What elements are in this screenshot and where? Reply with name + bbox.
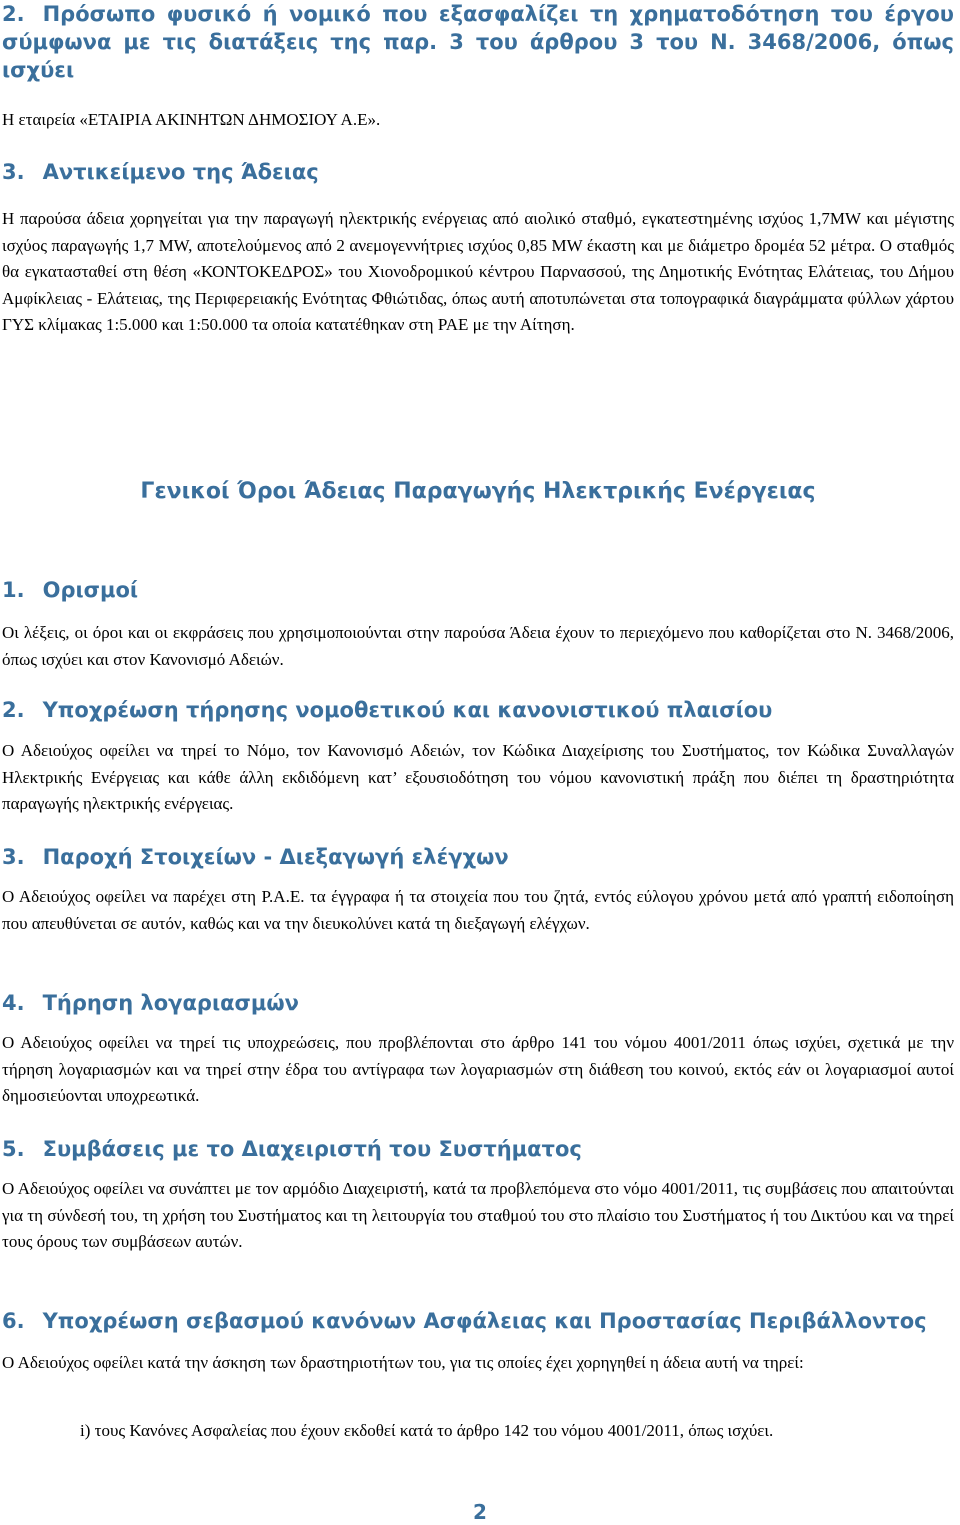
- section-6-number: 6.: [2, 1309, 25, 1333]
- section-6-text: Ο Αδειούχος οφείλει κατά την άσκηση των δραστηριοτήτων του, για τις οποίες έχει χορηγηθεί η άδεια αυτή να τηρεί:: [2, 1353, 804, 1372]
- section-5-heading-text: Συμβάσεις με το Διαχειριστή του Συστήματος: [42, 1137, 582, 1161]
- section-5-text: Ο Αδειούχος οφείλει να συνάπτει με τον αρμόδιο Διαχειριστή, κατά τα προβλεπόμενα στο νόμο 4001/2011, τις συμβάσεις που απαιτούνται για τη σύνδεσή του, τη χρήση του Συστήματος και τη λειτουργία του σταθμού του στο πλαίσιο του Συστήματος ή του Δικτύου και να τηρεί τους όρους των συμβάσεων αυτών.: [2, 1179, 954, 1251]
- section-5-heading: [2, 1135, 954, 1163]
- section-4-heading: [2, 989, 954, 1017]
- item2-heading: [2, 0, 954, 84]
- section-1-text: Οι λέξεις, οι όροι και οι εκφράσεις που χρησιμοποιούνται στην παρούσα Άδεια έχουν το περιεχόμενο που καθορίζεται στο Ν. 3468/2006, όπως ισχύει και στον Κανονισμό Αδειών.: [2, 623, 954, 669]
- item2-text-block: [2, 107, 954, 134]
- item2-block: [2, 0, 954, 84]
- item2-number: 2.: [2, 2, 25, 26]
- section-3-text: Ο Αδειούχος οφείλει να παρέχει στη Ρ.Α.Ε. τα έγγραφα ή τα στοιχεία που του ζητά, εντός εύλογου χρόνου μετά από γραπτή ειδοποίηση που απευθύνεται σε αυτόν, καθώς και να την διευκολύνει κατά τη διεξαγωγή ελέγχων.: [2, 887, 954, 933]
- section-1-heading-text: Ορισμοί: [42, 578, 139, 602]
- section-5-number: 5.: [2, 1137, 25, 1161]
- item3-heading: [2, 158, 954, 186]
- item3-heading-text: Αντικείμενο της Άδειας: [42, 160, 319, 184]
- section-3: [2, 843, 954, 871]
- section-2-heading: [2, 696, 954, 724]
- section-2-heading-text: Υποχρέωση τήρησης νομοθετικού και κανονιστικού πλαισίου: [42, 698, 773, 722]
- section-4-number: 4.: [2, 991, 25, 1015]
- section-5-body: [2, 1176, 954, 1256]
- list-item-text: i) τους Κανόνες Ασφαλείας που έχουν εκδοθεί κατά το άρθρο 142 του νόμου 4001/2011, όπως ισχύει.: [80, 1421, 774, 1440]
- section-4-body: [2, 1030, 954, 1110]
- section-1-number: 1.: [2, 578, 25, 602]
- section-2: [2, 696, 954, 724]
- section-5: [2, 1135, 954, 1163]
- section-2-text: Ο Αδειούχος οφείλει να τηρεί το Νόμο, τον Κανονισμό Αδειών, τον Κώδικα Διαχείρισης του Συστήματος, τον Κώδικα Συναλλαγών Ηλεκτρικής Ενέργειας και κάθε άλλη εκδιδόμενη κατ’ εξουσιοδότηση του νόμου κανονιστική πράξη που διέπει τη δραστηριότητα παραγωγής ηλεκτρικής ενέργειας.: [2, 741, 954, 813]
- section-4: [2, 989, 954, 1017]
- section-1-heading: [2, 576, 954, 604]
- section-6-body: [2, 1350, 954, 1377]
- list-item: [80, 1418, 954, 1445]
- item2-heading-text: Πρόσωπο φυσικό ή νομικό που εξασφαλίζει τη χρηματοδότηση του έργου σύμφωνα με τις διατάξεις της παρ. 3 του άρθρου 3 του Ν. 3468/2006, όπως ισχύει: [2, 2, 954, 82]
- section-1: [2, 576, 954, 604]
- section-6: [2, 1307, 954, 1335]
- section-2-number: 2.: [2, 698, 25, 722]
- section-6-heading: [2, 1307, 954, 1335]
- item3-number: 3.: [2, 160, 25, 184]
- item3-text-block: [2, 206, 954, 339]
- section-4-text: Ο Αδειούχος οφείλει να τηρεί τις υποχρεώσεις, που προβλέπονται στο άρθρο 141 του νόμου 4001/2011 όπως ισχύει, σχετικά με την τήρηση λογαριασμών και να τηρεί στην έδρα του αντίγραφα των λογαριασμών στη διάθεση του κοινού, εκτός εάν οι λογαριασμοί αυτοί δημοσιεύονται υποχρεωτικά.: [2, 1033, 954, 1105]
- item3-text: Η παρούσα άδεια χορηγείται για την παραγωγή ηλεκτρικής ενέργειας από αιολικό σταθμό, εγκατεστημένης ισχύος 1,7MW και μέγιστης ισχύος παραγωγής 1,7 MW, αποτελούμενος από 2 ανεμογεννήτριες ισχύος 0,85 MW έκαστη και με διάμετρο δρομέα 52 μέτρα. Ο σταθμός θα εγκατασταθεί στη θέση «ΚΟΝΤΟΚΕΔΡΟΣ» του Χιονοδρομικού κέντρου Παρνασσού, της Δημοτικής Ενότητας Ελάτειας, του Δήμου Αμφίκλειας - Ελάτειας, της Περιφερειακής Ενότητας Φθιώτιδας, όπως αυτή αποτυπώνεται στα τοπογραφικά διαγράμματα φύλλων χάρτου ΓΥΣ κλίμακας 1:5.000 και 1:50.000 τα οποία κατατέθηκαν στη ΡΑΕ με την Αίτηση.: [2, 209, 954, 334]
- section-3-body: [2, 884, 954, 937]
- section-4-heading-text: Τήρηση λογαριασμών: [42, 991, 299, 1015]
- page-title: Γενικοί Όροι Άδειας Παραγωγής Ηλεκτρικής Ενέργειας: [140, 479, 816, 504]
- item3-block: [2, 158, 954, 186]
- section-2-body: [2, 738, 954, 818]
- section-3-number: 3.: [2, 845, 25, 869]
- section-3-heading-text: Παροχή Στοιχείων - Διεξαγωγή ελέγχων: [42, 845, 509, 869]
- item2-text: Η εταιρεία «ΕΤΑΙΡΙΑ ΑΚΙΝΗΤΩΝ ΔΗΜΟΣΙΟΥ Α.Ε».: [2, 110, 381, 129]
- section-1-body: [2, 620, 954, 673]
- section-3-heading: [2, 843, 954, 871]
- page-number: 2: [473, 1500, 487, 1524]
- title-block: [2, 478, 954, 506]
- section-6-heading-text: Υποχρέωση σεβασμού κανόνων Ασφάλειας και Προστασίας Περιβάλλοντος: [42, 1309, 927, 1333]
